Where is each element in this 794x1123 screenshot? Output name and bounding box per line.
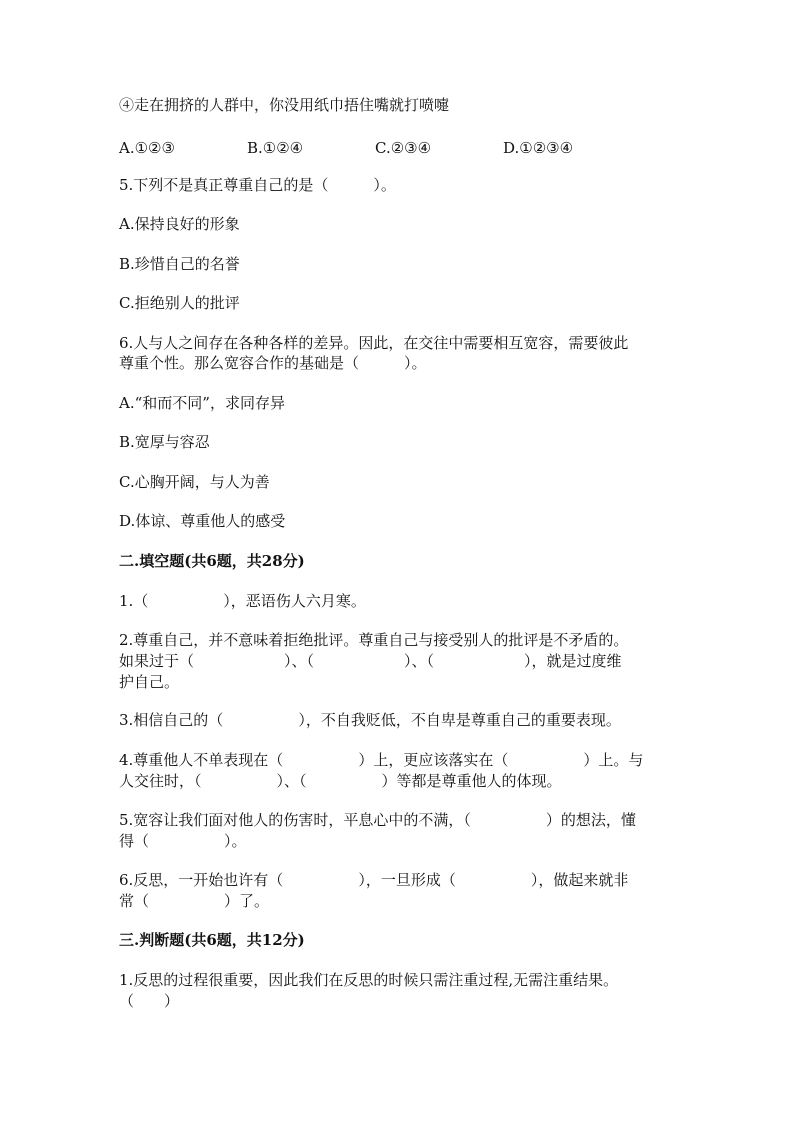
q5-option-a: A.保持良好的形象 <box>119 215 240 233</box>
q5-stem: 5.下列不是真正尊重自己的是（ ）。 <box>119 176 396 194</box>
fill-q5-line-1: 5.宽容让我们面对他人的伤害时，平息心中的不满，（ ）的想法，懂 <box>119 811 636 829</box>
fill-q2-line-3: 护自己。 <box>119 673 180 691</box>
fill-q2-line-1: 2.尊重自己，并不意味着拒绝批评。尊重自己与接受别人的批评是不矛盾的。 <box>119 631 629 649</box>
fill-q6-line-1: 6.反思，一开始也许有（ ），一旦形成（ ），做起来就非 <box>119 871 629 889</box>
q6-stem-line-1: 6.人与人之间存在各种各样的差异。因此，在交往中需要相互宽容，需要彼此 <box>119 334 629 352</box>
fill-q2-line-2: 如果过于（ ）、（ ）、（ ），就是过度维 <box>119 652 622 670</box>
q6-option-d: D.体谅、尊重他人的感受 <box>119 512 286 530</box>
fill-q5-line-2: 得（ ）。 <box>119 832 247 850</box>
fill-q6-line-2: 常（ ）了。 <box>119 892 270 910</box>
q6-option-a: A.“和而不同”，求同存异 <box>119 394 285 412</box>
q5-option-b: B.珍惜自己的名誉 <box>119 255 240 273</box>
judge-q1-line-1: 1.反思的过程很重要，因此我们在反思的时候只需注重过程,无需注重结果。 <box>119 971 619 989</box>
q4-option-d: D.①②③④ <box>503 139 574 157</box>
q4-option-a: A.①②③ <box>119 139 175 157</box>
fill-q4-line-1: 4.尊重他人不单表现在（ ）上，更应该落实在（ ）上。与 <box>119 751 644 769</box>
fill-q1-line-1: 1.（ ），恶语伤人六月寒。 <box>119 592 366 610</box>
q6-stem-line-2: 尊重个性。那么宽容合作的基础是（ ）。 <box>119 354 427 372</box>
q5-option-c: C.拒绝别人的批评 <box>119 294 240 312</box>
judge-q1-line-2: （ ） <box>119 992 180 1010</box>
q4-option-b: B.①②④ <box>247 139 304 157</box>
fill-q4-line-2: 人交往时，（ ）、（ ）等都是尊重他人的体现。 <box>119 772 562 790</box>
fill-q3-line-1: 3.相信自己的（ ），不自我贬低，不自卑是尊重自己的重要表现。 <box>119 711 621 729</box>
q4-option-c: C.②③④ <box>375 139 432 157</box>
q4-option-line-4: ④走在拥挤的人群中，你没用纸巾捂住嘴就打喷嚏 <box>119 96 450 114</box>
q6-option-c: C.心胸开阔，与人为善 <box>119 473 270 491</box>
q6-option-b: B.宽厚与容忍 <box>119 433 210 451</box>
section-heading-fill-in: 二.填空题(共6题，共28分) <box>119 552 305 570</box>
section-heading-true-false: 三.判断题(共6题，共12分) <box>119 931 305 949</box>
